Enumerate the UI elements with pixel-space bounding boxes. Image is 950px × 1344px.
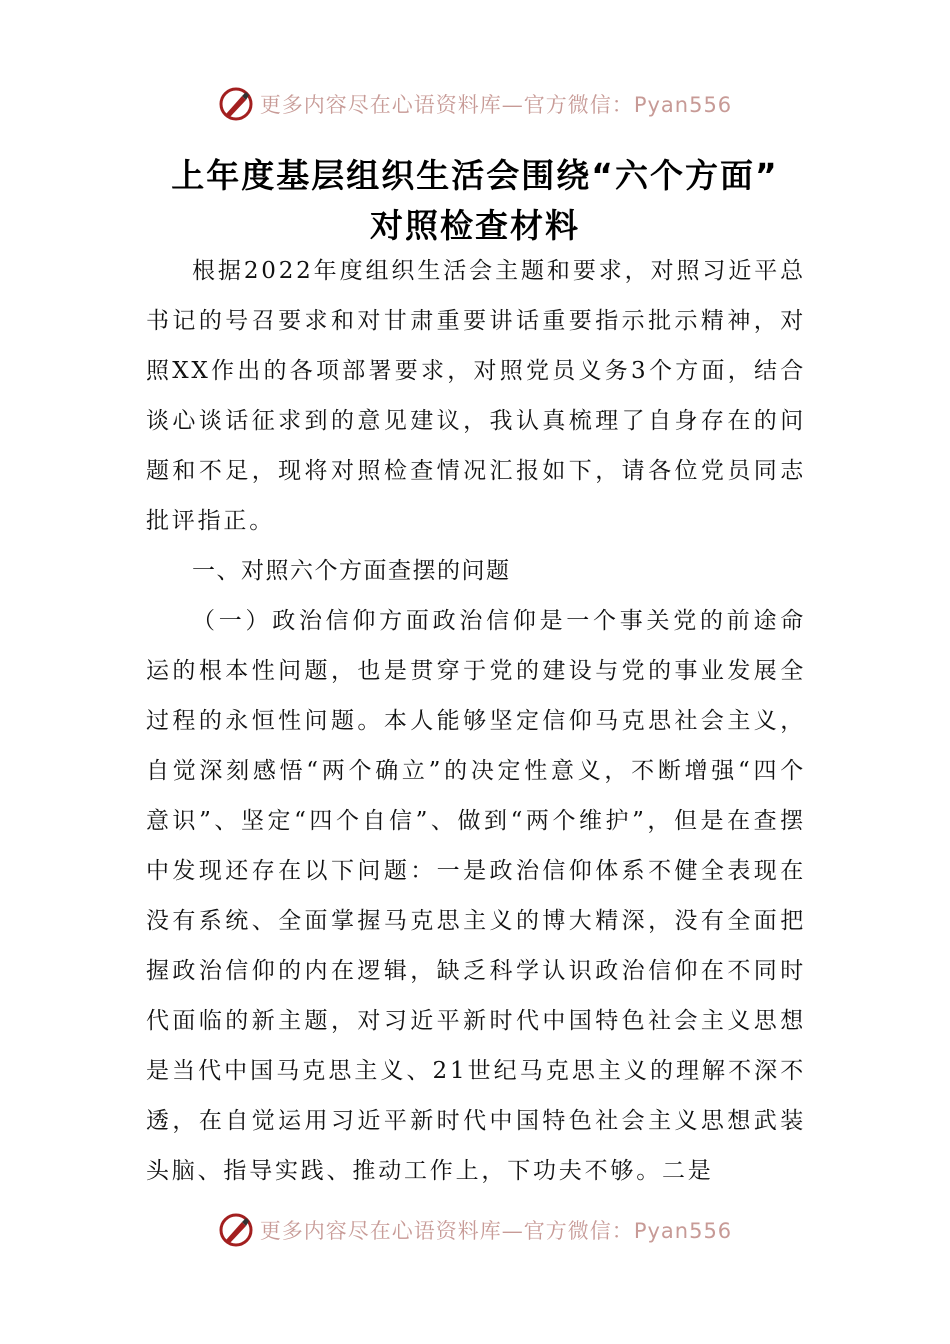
pen-logo-icon: [218, 1212, 254, 1248]
paragraph-political-belief: （一）政治信仰方面政治信仰是一个事关党的前途命运的根本性问题，也是贯穿于党的建设与党的事业发展全过程的永恒性问题。本人能够坚定信仰马克思社会主义，自觉深刻感悟“两个确立”的决定性意义，不断增强“四个意识”、坚定“四个自信”、做到“两个维护”，但是在查摆中发现还存在以下问题：一是政治信仰体系不健全表现在没有系统、全面掌握马克思主义的博大精深，没有全面把握政治信仰的内在逻辑，缺乏科学认识政治信仰在不同时代面临的新主题，对习近平新时代中国特色社会主义思想是当代中国马克思主义、21世纪马克思主义的理解不深不透，在自觉运用习近平新时代中国特色社会主义思想武装头脑、指导实践、推动工作上，下功夫不够。二是: [146, 608, 806, 1184]
watermark-text: 更多内容尽在心语资料库—官方微信：: [259, 93, 634, 117]
paragraph-intro: 根据2022年度组织生活会主题和要求，对照习近平总书记的号召要求和对甘肃重要讲话重要指示批示精神，对照XX作出的各项部署要求，对照党员义务3个方面，结合谈心谈话征求到的意见建议，我认真梳理了自身存在的问题和不足，现将对照检查情况汇报如下，请各位党员同志批评指正。: [146, 258, 806, 534]
section-heading: 一、对照六个方面查摆的问题: [192, 558, 511, 584]
watermark-wechat-id: Pyan556: [633, 1219, 733, 1243]
watermark-wechat-id: Pyan556: [633, 93, 733, 117]
document-body: [146, 246, 806, 1196]
document-title-line1: 上年度基层组织生活会围绕“六个方面”: [171, 156, 779, 195]
watermark-banner-top: [0, 84, 950, 124]
pen-logo-icon: [218, 86, 254, 122]
document-title-line2: 对照检查材料: [370, 206, 580, 245]
watermark-text: 更多内容尽在心语资料库—官方微信：: [259, 1219, 634, 1243]
watermark-banner-bottom: [0, 1210, 950, 1250]
